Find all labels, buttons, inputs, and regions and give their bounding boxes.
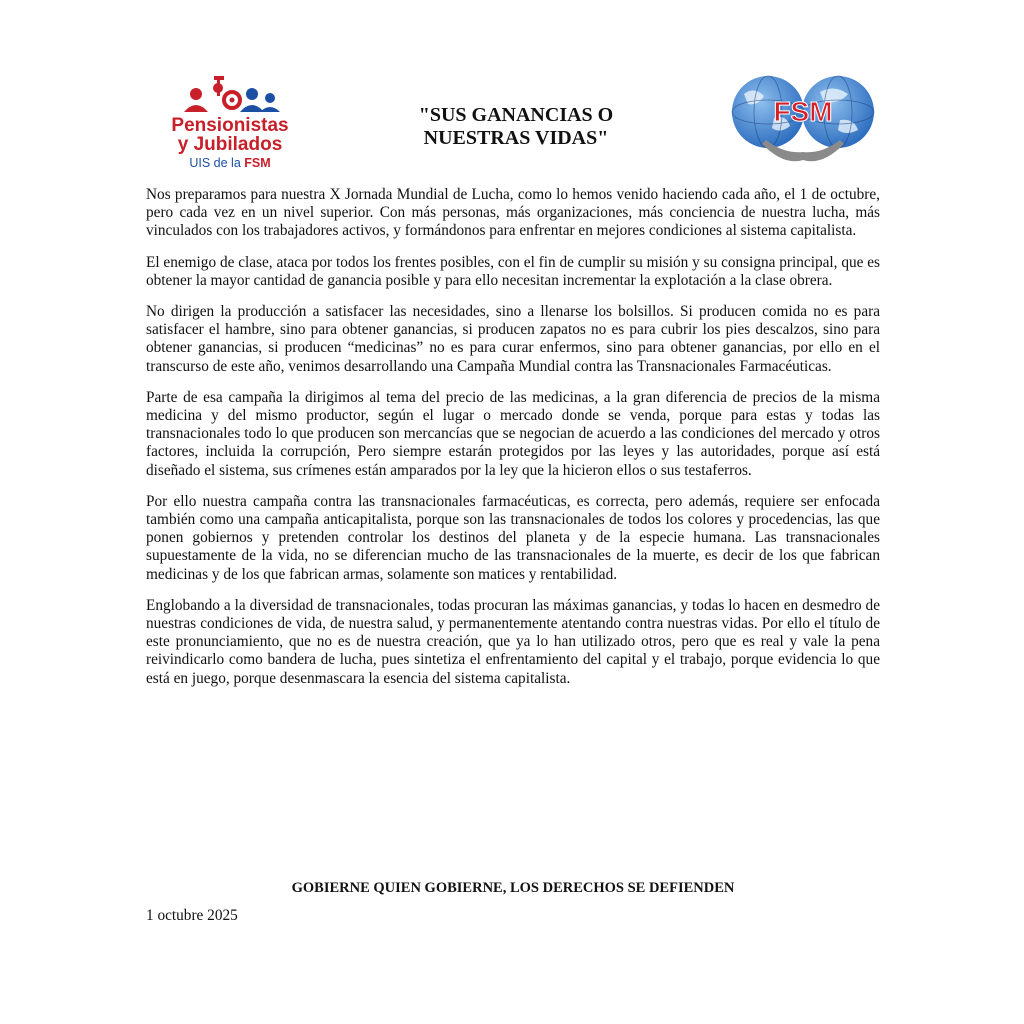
logo-subtitle: UIS de la FSM: [189, 156, 271, 170]
page-title: [340, 104, 692, 150]
title-line1: "SUS GANANCIAS O: [418, 104, 614, 126]
paragraph: No dirigen la producción a satisfacer las necesidades, sino a llenarse los bolsillos. Si producen comida no es para satisfacer el hambre, sino para obtener ganancias, si producen zapatos no es para cubrir los pies descalzos, sino para obtener ganancias, si producen “medicinas” no es para curar enfermos, sino para obtener ganancias, por ello en el transcurso de este año, venimos desarrollando una Campaña Mundial contra las Transnacionales Farmacéuticas.: [146, 303, 880, 375]
paragraph: Englobando a la diversidad de transnacionales, todas procuran las máximas ganancias, y todas lo hacen en desmedro de nuestras condiciones de vida, de nuestra salud, y permanentemente atentando contra nuestras vidas. Por ello el título de este pronunciamiento, que no es de nuestra creación, que ya lo han utilizado otros, pero que es real y vale la pena reivindicarlo como bandera de lucha, pues sintetiza el enfrentamiento del capital y el trabajo, porque evidencia lo que está en juego, porque desenmascara la esencia del sistema capitalista.: [146, 596, 880, 687]
paragraph: Por ello nuestra campaña contra las transnacionales farmacéuticas, es correcta, pero además, requiere ser enfocada también como una campaña anticapitalista, porque son las transnacionales de todos los colores y procedencias, las que ponen gobiernos y pretenden controlar los destinos del planeta y de la especie humana. Las transnacionales supuestamente de la vida, no se diferencian mucho de las transnacionales de la muerte, es decir de los que fabrican medicinas y de los que fabrican armas, solamente son matices y rentabilidad.: [146, 492, 880, 583]
pensionistas-logo: [140, 72, 320, 172]
closing-slogan: GOBIERNE QUIEN GOBIERNE, LOS DERECHOS SE DEFIENDEN: [291, 880, 735, 896]
globe-hands-icon: [724, 74, 882, 168]
document-date: 1 octubre 2025: [146, 907, 238, 924]
fsm-logo-text: FSM: [773, 96, 833, 127]
title-line2: NUESTRAS VIDAS": [423, 127, 609, 149]
logo-line2: y Jubilados: [177, 134, 283, 155]
paragraph: El enemigo de clase, ataca por todos los frentes posibles, con el fin de cumplir su misión y su consigna principal, que es obtener la mayor cantidad de ganancia posible y para ello necesitan incrementar la explotación a la clase obrera.: [146, 253, 880, 289]
body-text: [146, 186, 880, 701]
logo-line1: Pensionistas: [171, 115, 289, 136]
paragraph: Nos preparamos para nuestra X Jornada Mundial de Lucha, como lo hemos venido haciendo cada año, el 1 de octubre, pero cada vez en un nivel superior. Con más personas, más organizaciones, más conciencia de nuestra lucha, más vinculados con los trabajadores activos, y formándonos para enfrentar en mejores condiciones al sistema capitalista.: [146, 186, 880, 240]
paragraph: Parte de esa campaña la dirigimos al tema del precio de las medicinas, a la gran diferencia de precios de la misma medicina y del mismo productor, según el lugar o mercado donde se venda, porque para estas y todas las transnacionales todo lo que producen son mercancías que se negocian de acuerdo a las condiciones del mercado y otros factores, incluida la corrupción, Pero siempre estarán protegidos por las leyes y las autoridades, porque así está diseñado el sistema, sus crímenes están amparados por la ley que la hicieron ellos o sus testaferros.: [146, 388, 880, 479]
fsm-logo: [724, 74, 882, 168]
people-gear-icon: [140, 72, 320, 172]
